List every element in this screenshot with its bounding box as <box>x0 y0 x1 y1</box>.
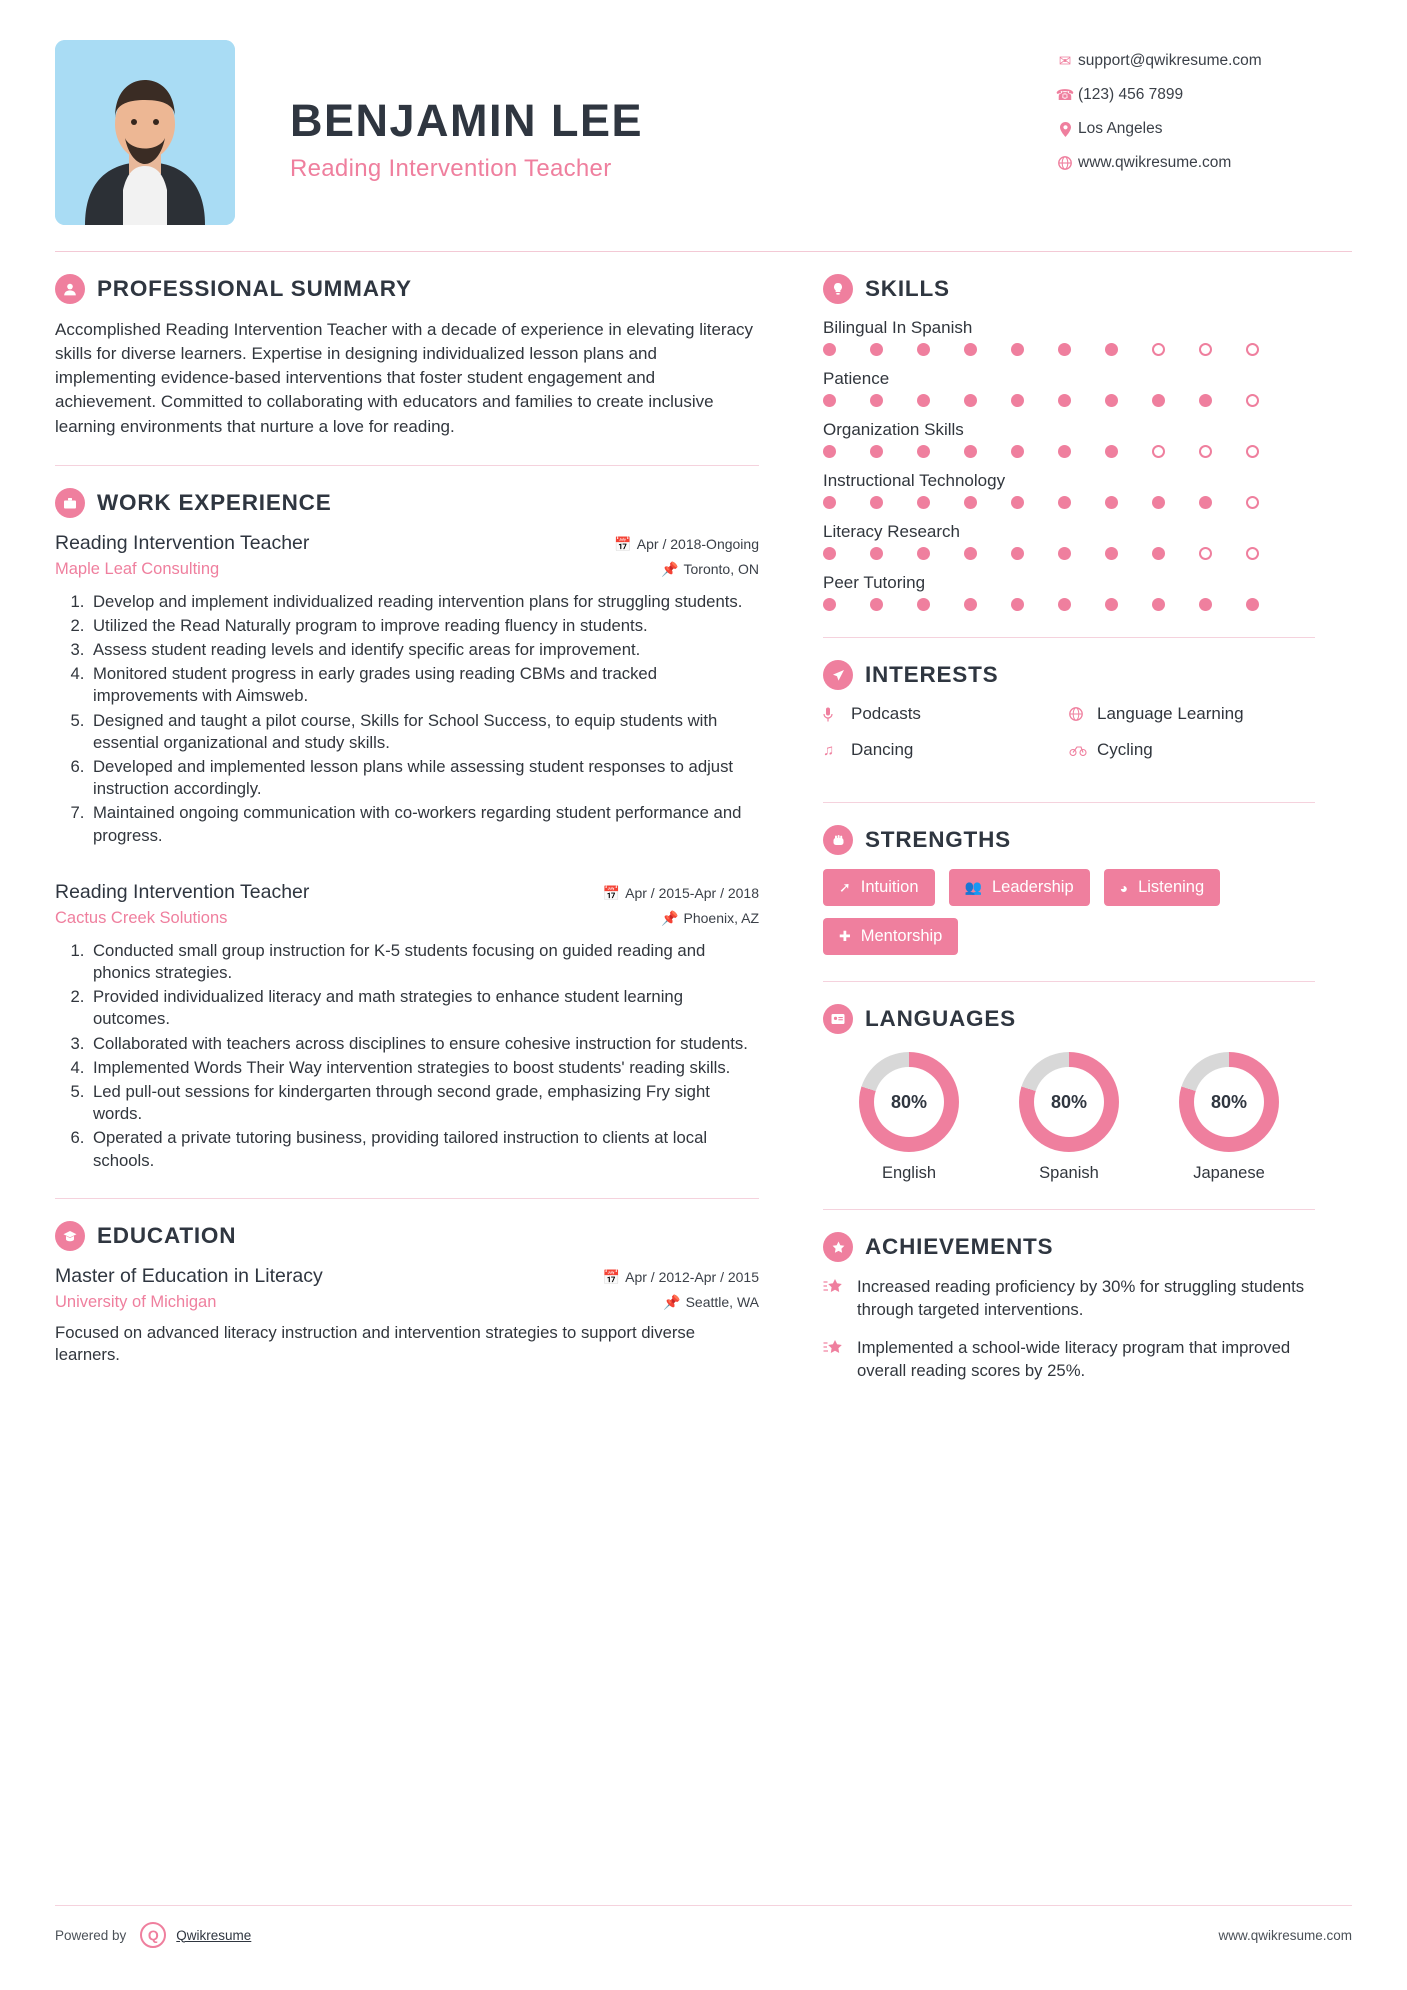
bicycle-icon <box>1069 744 1097 756</box>
work-bullet: 2. Provided individualized literacy and math strategies to enhance student learning outcomes. <box>89 986 759 1030</box>
education-item-headline <box>55 1265 759 1288</box>
right-column <box>795 274 1315 1398</box>
skill-rating <box>823 343 1315 356</box>
rating-dot-filled <box>917 394 930 407</box>
work-bullet: 6. Developed and implemented lesson plans while assessing student responses to adjust instruction accordingly. <box>89 756 759 800</box>
language-item <box>989 1052 1149 1183</box>
work-role: Reading Intervention Teacher <box>55 880 310 903</box>
rating-dot-empty <box>1246 394 1259 407</box>
contact-location-value: Los Angeles <box>1078 120 1163 137</box>
rating-dot-filled <box>917 496 930 509</box>
section-title-skills: SKILLS <box>865 276 950 301</box>
rating-dot-empty <box>1152 445 1165 458</box>
work-bullet: 2. Utilized the Read Naturally program to improve reading fluency in students. <box>89 615 759 637</box>
rating-dot-filled <box>1105 598 1118 611</box>
education-degree: Master of Education in Literacy <box>55 1264 323 1287</box>
footer-website[interactable]: www.qwikresume.com <box>1218 1927 1352 1943</box>
skill-label: Instructional Technology <box>823 471 1006 490</box>
education-dates <box>603 1269 759 1286</box>
skill-item <box>823 420 1315 458</box>
strength-label: Intuition <box>860 878 919 896</box>
work-bullet: 5. Designed and taught a pilot course, Skills for School Success, to equip students with essential organizational and study skills. <box>89 710 759 754</box>
education-description: Focused on advanced literacy instruction and intervention strategies to support diverse learners. <box>55 1322 696 1365</box>
section-divider-3 <box>823 637 1315 638</box>
user-plus-icon: ✚ <box>839 928 851 944</box>
people-icon: 👥 <box>964 879 982 895</box>
skill-label: Organization Skills <box>823 420 964 439</box>
interest-item <box>823 704 1069 724</box>
section-header-strengths <box>823 825 1315 855</box>
rating-dot-filled <box>823 394 836 407</box>
work-bullets <box>55 940 759 1172</box>
profile-photo-icon <box>55 40 235 225</box>
work-location-value: Phoenix, AZ <box>683 909 759 926</box>
work-dates-value: Apr / 2018-Ongoing <box>636 535 759 552</box>
rating-dot-filled <box>870 445 883 458</box>
name-block <box>290 40 1052 183</box>
skill-item <box>823 522 1315 560</box>
work-dates-value: Apr / 2015-Apr / 2018 <box>625 884 759 901</box>
skill-label: Bilingual In Spanish <box>823 318 973 337</box>
star-badge-icon <box>823 1232 853 1262</box>
calendar-icon: 📅 <box>602 884 621 901</box>
music-note-icon: ♫ <box>823 741 835 759</box>
skill-item <box>823 471 1315 509</box>
section-header-languages <box>823 1004 1315 1034</box>
language-percent: 80% <box>1034 1067 1104 1137</box>
rating-dot-filled <box>1011 496 1024 509</box>
pin-icon: 📌 <box>661 909 679 926</box>
rating-dot-filled <box>1058 445 1071 458</box>
rating-dot-filled <box>823 445 836 458</box>
user-circle-icon <box>55 274 85 304</box>
education-school: University of Michigan <box>55 1292 217 1311</box>
rating-dot-filled <box>1246 598 1259 611</box>
skill-label: Peer Tutoring <box>823 573 926 592</box>
rating-dot-filled <box>1152 547 1165 560</box>
education-dates-value: Apr / 2012-Apr / 2015 <box>625 1268 759 1285</box>
skill-rating <box>823 496 1315 509</box>
interests-list <box>823 704 1315 776</box>
rating-dot-filled <box>917 598 930 611</box>
rating-dot-filled <box>964 343 977 356</box>
rating-dot-filled <box>1152 598 1165 611</box>
section-title-strengths: STRENGTHS <box>865 827 1011 852</box>
rating-dot-empty <box>1199 343 1212 356</box>
id-card-icon <box>823 1004 853 1034</box>
rating-dot-filled <box>1105 343 1118 356</box>
work-spacer <box>55 855 759 881</box>
rating-dot-empty <box>1246 445 1259 458</box>
language-progress-ring <box>1179 1052 1279 1152</box>
section-title-interests: INTERESTS <box>865 662 999 687</box>
interest-label: Language Learning <box>1097 704 1244 723</box>
rating-dot-filled <box>917 343 930 356</box>
rating-dot-filled <box>1199 496 1212 509</box>
achievement-item <box>823 1337 1315 1382</box>
skill-label: Literacy Research <box>823 522 961 541</box>
rating-dot-filled <box>917 547 930 560</box>
rating-dot-filled <box>823 598 836 611</box>
work-org: Cactus Creek Solutions <box>55 908 228 927</box>
work-item-subline <box>55 909 759 928</box>
work-bullet: 1. Conducted small group instruction for K-5 students focusing on guided reading and phonics strategies. <box>89 940 759 984</box>
rating-dot-filled <box>964 496 977 509</box>
microphone-icon <box>823 707 851 722</box>
strength-label: Listening <box>1138 878 1205 896</box>
rating-dot-filled <box>870 343 883 356</box>
candidate-job-title: Reading Intervention Teacher <box>290 155 612 182</box>
rating-dot-filled <box>1058 343 1071 356</box>
strength-chip <box>949 869 1090 906</box>
skill-item <box>823 573 1315 611</box>
graduation-cap-icon <box>55 1221 85 1251</box>
contact-phone[interactable] <box>1052 86 1352 104</box>
section-title-achievements: ACHIEVEMENTS <box>865 1234 1054 1259</box>
pin-icon: 📌 <box>663 1293 681 1310</box>
rating-dot-filled <box>1152 496 1165 509</box>
work-item-headline <box>55 532 759 555</box>
rating-dot-empty <box>1199 547 1212 560</box>
rating-dot-filled <box>1011 445 1024 458</box>
contact-email[interactable] <box>1052 52 1352 70</box>
rating-dot-filled <box>823 496 836 509</box>
language-percent: 80% <box>874 1067 944 1137</box>
rating-dot-filled <box>870 598 883 611</box>
achievement-item <box>823 1276 1315 1321</box>
avatar <box>55 40 235 225</box>
languages-list <box>823 1048 1315 1183</box>
rating-dot-filled <box>917 445 930 458</box>
candidate-name: BENJAMIN LEE <box>290 95 644 146</box>
rocket-icon: ➚ <box>839 879 851 895</box>
strength-chip <box>823 918 958 955</box>
interest-item <box>1069 740 1315 760</box>
rating-dot-filled <box>1011 598 1024 611</box>
globe-icon <box>1052 156 1078 170</box>
briefcase-icon <box>55 488 85 518</box>
work-org: Maple Leaf Consulting <box>55 559 220 578</box>
skill-item <box>823 369 1315 407</box>
rating-dot-filled <box>1058 496 1071 509</box>
achievement-text: Increased reading proficiency by 30% for struggling students through targeted interventions. <box>857 1277 1305 1319</box>
strength-label: Mentorship <box>860 927 943 945</box>
work-bullet: 1. Develop and implement individualized reading intervention plans for struggling students. <box>89 591 759 613</box>
rating-dot-filled <box>1152 394 1165 407</box>
rating-dot-empty <box>1199 445 1212 458</box>
skill-rating <box>823 598 1315 611</box>
rating-dot-empty <box>1246 496 1259 509</box>
powered-by <box>55 1922 251 1948</box>
contact-list <box>1052 40 1352 188</box>
section-title-work: WORK EXPERIENCE <box>97 489 332 515</box>
rating-dot-filled <box>1105 445 1118 458</box>
language-label: Spanish <box>1039 1164 1099 1182</box>
work-dates <box>614 536 759 553</box>
language-item <box>1149 1052 1309 1183</box>
interest-item <box>1069 704 1315 724</box>
send-icon <box>823 660 853 690</box>
phone-icon: ☎ <box>1055 87 1075 104</box>
pin-icon: 📌 <box>661 560 679 577</box>
page-footer <box>55 1905 1352 1948</box>
work-dates <box>603 885 759 902</box>
strength-label: Leadership <box>991 878 1074 896</box>
work-item <box>55 881 759 1172</box>
section-header-education <box>55 1221 759 1251</box>
language-item <box>829 1052 989 1183</box>
interest-item <box>823 740 1069 760</box>
education-item-subline <box>55 1293 759 1312</box>
rating-dot-filled <box>1105 394 1118 407</box>
rating-dot-filled <box>1011 547 1024 560</box>
contact-phone-value: (123) 456 7899 <box>1078 86 1184 103</box>
rating-dot-empty <box>1246 547 1259 560</box>
work-bullets <box>55 591 759 847</box>
strength-chip <box>823 869 935 906</box>
section-divider-4 <box>823 802 1315 803</box>
work-bullet: 3. Collaborated with teachers across disciplines to ensure cohesive instruction for students. <box>89 1033 759 1055</box>
rating-dot-filled <box>1011 394 1024 407</box>
language-percent: 80% <box>1194 1067 1264 1137</box>
qwikresume-brand-link[interactable]: Qwikresume <box>176 1927 252 1943</box>
interest-label: Dancing <box>851 740 914 759</box>
section-title-education: EDUCATION <box>97 1222 237 1248</box>
rating-dot-filled <box>1058 394 1071 407</box>
rating-dot-empty <box>1246 343 1259 356</box>
contact-website-value: www.qwikresume.com <box>1078 154 1232 171</box>
mail-icon: ✉ <box>1058 53 1072 70</box>
location-icon <box>1052 122 1078 137</box>
calendar-icon: 📅 <box>602 1268 621 1285</box>
rating-dot-filled <box>964 445 977 458</box>
contact-location <box>1052 120 1352 138</box>
powered-by-label: Powered by <box>55 1927 127 1943</box>
achievement-text: Implemented a school-wide literacy program that improved overall reading scores by 25%. <box>857 1338 1291 1380</box>
rating-dot-filled <box>823 343 836 356</box>
section-header-achievements <box>823 1232 1315 1262</box>
qwikresume-logo-icon: Q <box>140 1922 166 1948</box>
section-title-languages: LANGUAGES <box>865 1006 1016 1031</box>
rating-dot-filled <box>823 547 836 560</box>
star-icon <box>823 1276 857 1321</box>
fist-icon <box>823 825 853 855</box>
work-item-subline <box>55 560 759 579</box>
skill-rating <box>823 445 1315 458</box>
headphones-icon: ◕ <box>1119 879 1129 896</box>
work-location-value: Toronto, ON <box>683 560 759 577</box>
skill-rating <box>823 547 1315 560</box>
rating-dot-filled <box>1199 394 1212 407</box>
work-bullet: 5. Led pull-out sessions for kindergarten through second grade, emphasizing Fry sight words. <box>89 1081 759 1125</box>
language-progress-ring <box>859 1052 959 1152</box>
rating-dot-empty <box>1152 343 1165 356</box>
language-label: Japanese <box>1193 1164 1265 1182</box>
resume-header <box>55 40 1352 251</box>
work-location <box>661 561 759 578</box>
rating-dot-filled <box>1058 547 1071 560</box>
strength-chip <box>1104 869 1221 906</box>
rating-dot-filled <box>870 496 883 509</box>
star-icon <box>823 1337 857 1382</box>
calendar-icon: 📅 <box>614 535 632 552</box>
section-divider-2 <box>55 1198 759 1199</box>
rating-dot-filled <box>1105 496 1118 509</box>
work-role: Reading Intervention Teacher <box>55 531 310 554</box>
rating-dot-filled <box>964 598 977 611</box>
section-divider-1 <box>55 465 759 466</box>
education-location-value: Seattle, WA <box>685 1293 759 1310</box>
header-divider <box>55 251 1352 252</box>
rating-dot-filled <box>964 394 977 407</box>
rating-dot-filled <box>964 547 977 560</box>
content-columns <box>55 274 1352 1398</box>
globe-icon <box>1069 707 1097 721</box>
work-location <box>661 910 759 927</box>
work-item-headline <box>55 881 759 904</box>
section-header-interests <box>823 660 1315 690</box>
rating-dot-filled <box>1058 598 1071 611</box>
left-column <box>55 274 795 1398</box>
work-bullet: 3. Assess student reading levels and identify specific areas for improvement. <box>89 639 759 661</box>
strengths-list <box>823 869 1315 955</box>
education-item <box>55 1265 759 1367</box>
contact-website[interactable] <box>1052 154 1352 172</box>
section-header-skills <box>823 274 1315 304</box>
education-location <box>663 1294 759 1311</box>
work-item <box>55 532 759 847</box>
interest-label: Podcasts <box>851 704 921 723</box>
rating-dot-filled <box>870 547 883 560</box>
section-title-summary: PROFESSIONAL SUMMARY <box>97 276 412 301</box>
skill-item <box>823 318 1315 356</box>
rating-dot-filled <box>1199 598 1212 611</box>
work-bullet: 7. Maintained ongoing communication with co-workers regarding student performance and progress. <box>89 802 759 846</box>
work-bullet: 4. Monitored student progress in early grades using reading CBMs and tracked improvements with Aimsweb. <box>89 663 759 707</box>
rating-dot-filled <box>870 394 883 407</box>
summary-text: Accomplished Reading Intervention Teacher with a decade of experience in elevating literacy skills for diverse learners. Expertise in designing individualized lesson plans and implementing evidence-based interventions that foster student engagement and achievement. Committed to collaborating with educators and families to create inclusive learning environments that nurture a love for reading. <box>55 320 754 436</box>
section-divider-5 <box>823 981 1315 982</box>
lightbulb-icon <box>823 274 853 304</box>
interest-label: Cycling <box>1097 740 1153 759</box>
rating-dot-filled <box>1011 343 1024 356</box>
work-bullet: 4. Implemented Words Their Way intervention strategies to boost students' reading skills. <box>89 1057 759 1079</box>
work-bullet: 6. Operated a private tutoring business, providing tailored instruction to clients at local schools. <box>89 1127 759 1171</box>
section-divider-6 <box>823 1209 1315 1210</box>
skill-rating <box>823 394 1315 407</box>
language-progress-ring <box>1019 1052 1119 1152</box>
skill-label: Patience <box>823 369 890 388</box>
section-header-summary <box>55 274 759 304</box>
contact-email-value: support@qwikresume.com <box>1078 52 1262 69</box>
rating-dot-filled <box>1105 547 1118 560</box>
language-label: English <box>881 1164 937 1182</box>
section-header-work <box>55 488 759 518</box>
